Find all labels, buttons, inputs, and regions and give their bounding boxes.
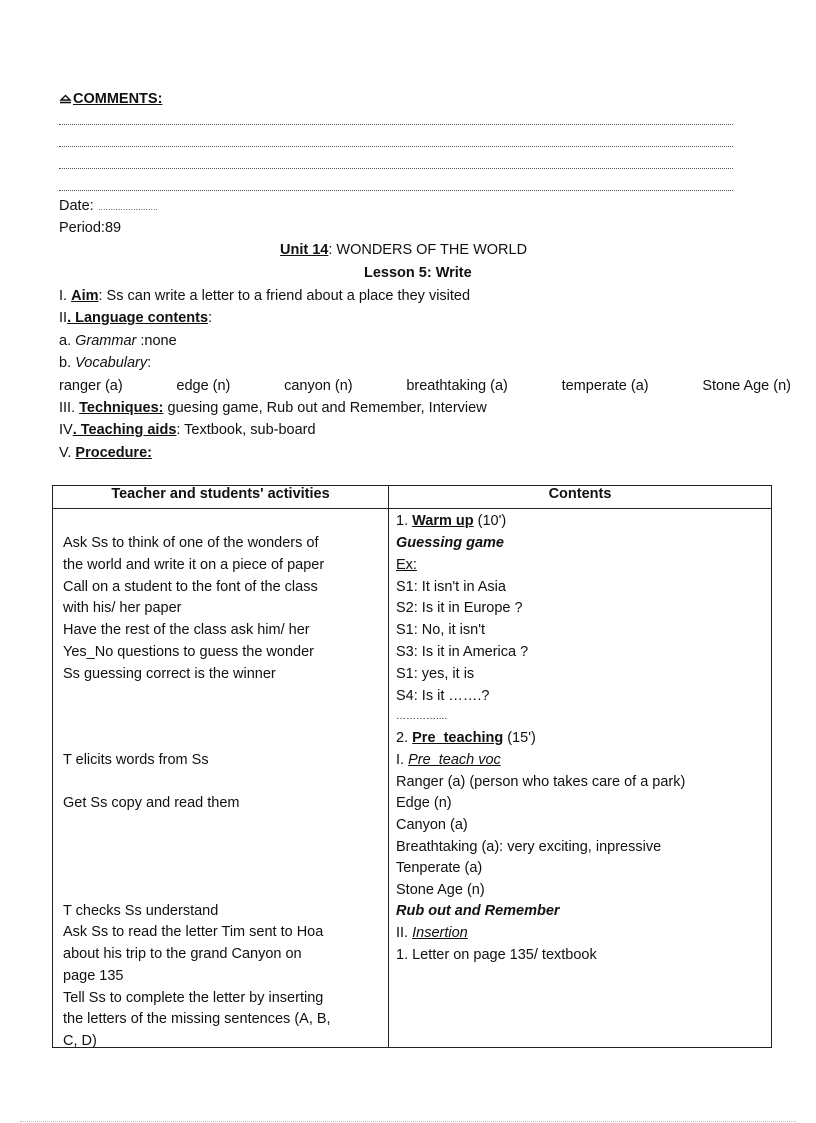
vocabulary-prefix: b. — [59, 355, 76, 371]
preteach-num: 2. — [396, 730, 413, 746]
activity-line: C, D) — [63, 1033, 97, 1049]
vocab-word: edge (n) — [176, 378, 231, 394]
aim-line — [59, 287, 470, 305]
language-suffix: : — [208, 310, 213, 326]
aim-text: : Ss can write a letter to a friend about a place they visited — [98, 288, 471, 304]
procedure-table — [52, 485, 772, 1048]
vocab-item: Ranger (a) (person who takes care of a park) — [396, 774, 686, 790]
activity-line: the letters of the missing sentences (A, B, — [63, 1011, 331, 1027]
preteach-voc-label: Pre_teach voc — [408, 752, 501, 768]
vocabulary-suffix: : — [147, 355, 152, 371]
activity-line: Call on a student to the font of the class — [63, 579, 318, 595]
unit-name: : WONDERS OF THE WORLD — [328, 242, 528, 258]
aids-line — [59, 421, 316, 439]
preteach-voc-num: I. — [396, 752, 409, 768]
contents-cell — [389, 509, 772, 1048]
language-line — [59, 309, 212, 327]
dialogue-line: S3: Is it in America ? — [396, 644, 529, 660]
comment-line-4 — [59, 190, 733, 191]
vocab-words — [59, 377, 791, 395]
date-line — [59, 197, 158, 217]
techniques-prefix: III. — [59, 400, 80, 416]
activity-line: Tell Ss to complete the letter by inserting — [63, 990, 324, 1006]
comments-heading — [59, 90, 162, 108]
preteach-voc-heading — [396, 751, 501, 769]
date-label: Date: — [59, 198, 94, 214]
aim-label: Aim — [71, 288, 99, 304]
dialogue-line: S4: Is it …….? — [396, 688, 490, 704]
vocab-word: ranger (a) — [59, 378, 123, 394]
grammar-label: Grammar — [75, 333, 137, 349]
insertion-num: II. — [396, 925, 413, 941]
unit-label: Unit 14 — [280, 242, 329, 258]
lesson-title: Lesson 5: Write — [364, 265, 472, 281]
letter-reference: 1. Letter on page 135/ textbook — [396, 947, 597, 963]
activity-line: Have the rest of the class ask him/ her — [63, 622, 310, 638]
vocab-item: Edge (n) — [396, 795, 452, 811]
aim-prefix: I. — [59, 288, 72, 304]
dialogue-line: S1: It isn't in Asia — [396, 579, 506, 595]
preteach-heading — [396, 729, 536, 747]
rub-out-title: Rub out and Remember — [396, 903, 560, 919]
procedure-line — [59, 444, 152, 462]
dialogue-line: S2: Is it in Europe ? — [396, 600, 523, 616]
grammar-prefix: a. — [59, 333, 76, 349]
vocab-item: Canyon (a) — [396, 817, 468, 833]
insertion-heading — [396, 924, 468, 942]
vocab-item: Breathtaking (a): very exciting, inpressive — [396, 839, 662, 855]
vocab-word: Stone Age (n) — [702, 378, 791, 394]
warmup-heading — [396, 512, 506, 530]
pencil-icon — [59, 91, 72, 101]
activity-line: page 135 — [63, 968, 124, 984]
warmup-label: Warm up — [412, 513, 474, 529]
insertion-label: Insertion — [412, 925, 468, 941]
vocab-item: Stone Age (n) — [396, 882, 485, 898]
preteach-label: Pre_teaching — [412, 730, 504, 746]
grammar-text: :none — [136, 333, 177, 349]
preteach-time: (15') — [503, 730, 536, 746]
vocabulary-line — [59, 354, 151, 372]
activities-cell — [53, 509, 389, 1048]
activity-line: T checks Ss understand — [63, 903, 219, 919]
activity-text: Ask Ss to think of one of the wonders of — [63, 535, 319, 551]
techniques-label: Techniques: — [79, 400, 164, 416]
activity-line — [63, 534, 383, 552]
guessing-game-title: Guessing game — [396, 535, 504, 551]
dialogue-line: S1: yes, it is — [396, 666, 475, 682]
dialogue-line: S1: No, it isn't — [396, 622, 485, 638]
activity-line: Ask Ss to read the letter Tim sent to Hoa — [63, 924, 324, 940]
comments-title: COMMENTS: — [73, 91, 163, 107]
activity-line: Yes_No questions to guess the wonder — [63, 644, 314, 660]
warmup-time: (10') — [473, 513, 507, 529]
activity-line: Get Ss copy and read them — [63, 795, 240, 811]
date-value: …………………… — [97, 203, 158, 212]
header-activities: Teacher and students' activities — [53, 486, 389, 509]
example-label: Ex: — [396, 557, 417, 573]
dialogue-line: ………….... — [396, 711, 448, 722]
grammar-line — [59, 332, 177, 350]
period: Period:89 — [59, 220, 122, 236]
warmup-num: 1. — [396, 513, 413, 529]
vocab-item: Tenperate (a) — [396, 860, 483, 876]
vocabulary-label: Vocabulary — [75, 355, 148, 371]
activity-line: about his trip to the grand Canyon on — [63, 946, 302, 962]
procedure-prefix: V. — [59, 445, 76, 461]
aids-text: : Textbook, sub-board — [176, 422, 316, 438]
comment-line-3 — [59, 168, 733, 169]
vocab-word: canyon (n) — [284, 378, 353, 394]
activity-line: the world and write it on a piece of paper — [63, 557, 325, 573]
techniques-text: guesing game, Rub out and Remember, Interview — [163, 400, 487, 416]
vocab-word: breathtaking (a) — [406, 378, 508, 394]
techniques-line — [59, 399, 487, 417]
unit-title — [280, 241, 527, 259]
language-label: . Language contents — [67, 310, 209, 326]
activity-line: with his/ her paper — [63, 600, 182, 616]
procedure-label: Procedure: — [75, 445, 152, 461]
comment-line-2 — [59, 146, 733, 147]
comment-line-1 — [59, 124, 733, 125]
table-row — [53, 509, 772, 1048]
language-prefix: II — [59, 310, 68, 326]
aids-prefix: IV — [59, 422, 73, 438]
activity-line: T elicits words from Ss — [63, 752, 209, 768]
header-contents: Contents — [389, 486, 772, 509]
table-header-row — [53, 486, 772, 509]
bottom-divider — [20, 1121, 796, 1122]
activity-line: Ss guessing correct is the winner — [63, 666, 276, 682]
vocab-word: temperate (a) — [561, 378, 649, 394]
aids-label: . Teaching aids — [72, 422, 177, 438]
